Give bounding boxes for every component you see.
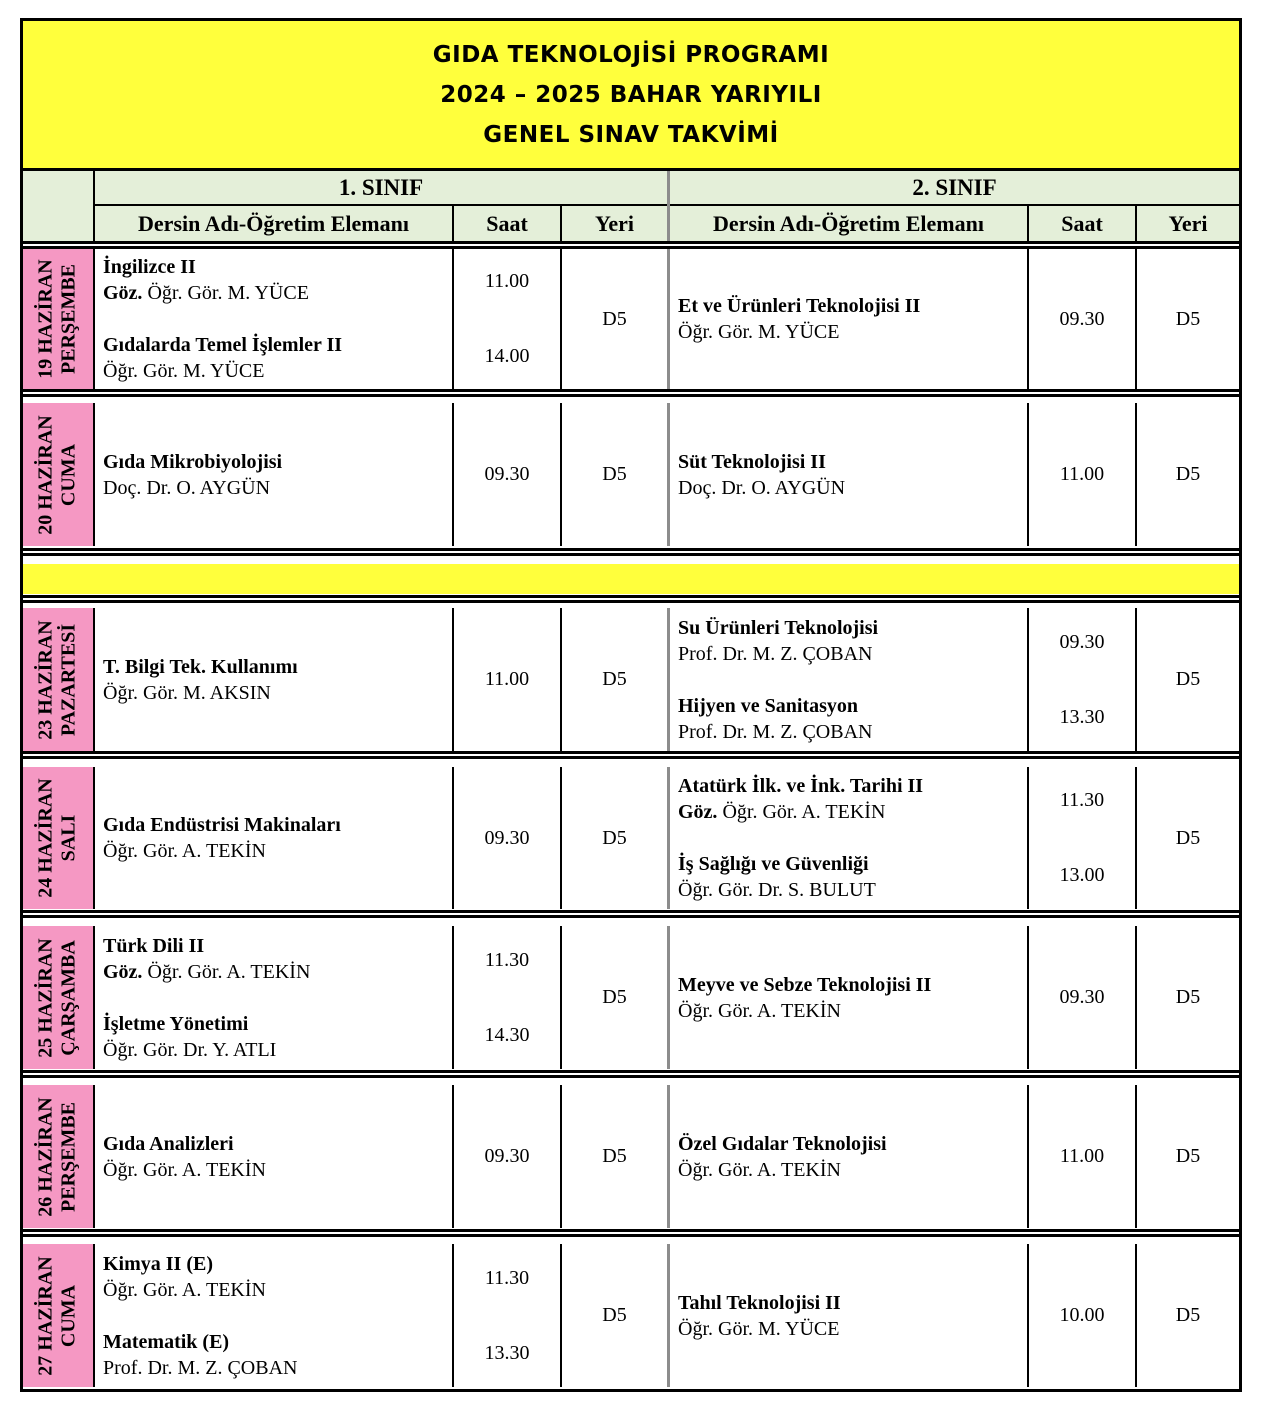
exam-time: 11.30 — [1059, 789, 1105, 811]
course-name: Hijyen ve Sanitasyon — [678, 694, 859, 717]
class2-courses — [670, 1244, 1027, 1387]
course-instructor: Öğr. Gör. A. TEKİN — [722, 801, 886, 823]
day-date: 25 HAZİRAN — [35, 937, 58, 1058]
course-instructor: Öğr. Gör. A. TEKİN — [103, 840, 266, 862]
class1-courses — [95, 767, 452, 909]
class2-room: D5 — [1175, 307, 1201, 330]
class2-room: D5 — [1175, 463, 1201, 485]
course-name: Süt Teknolojisi II — [678, 450, 826, 473]
class2-courses — [670, 926, 1027, 1069]
header-class-1: 1. SINIF — [95, 171, 667, 204]
course-name: Gıda Analizleri — [103, 1132, 234, 1155]
exam-time: 11.30 — [484, 1266, 530, 1289]
course-name: Tahıl Teknolojisi II — [678, 1291, 841, 1314]
course-instructor: Öğr. Gör. A. TEKİN — [678, 1158, 841, 1181]
day-weekday: ÇARŞAMBA — [58, 939, 81, 1056]
course-instructor: Öğr. Gör. M. YÜCE — [103, 360, 265, 382]
exam-time: 09.30 — [1059, 630, 1105, 653]
class1-time: 09.30 — [484, 826, 530, 849]
course-instructor: Prof. Dr. M. Z. ÇOBAN — [103, 1356, 298, 1379]
class1-time: 09.30 — [484, 463, 530, 485]
day-weekday: CUMA — [58, 1284, 81, 1347]
class1-room: D5 — [602, 986, 627, 1008]
exam-time: 11.00 — [484, 270, 530, 292]
class2-courses — [670, 608, 1027, 751]
course-instructor: Doç. Dr. O. AYGÜN — [103, 476, 271, 499]
course-instructor: Öğr. Gör. A. TEKİN — [103, 1278, 266, 1301]
class1-time: 11.00 — [484, 668, 530, 690]
week-separator — [23, 564, 1239, 594]
day-date: 19 HAZİRAN — [35, 259, 58, 379]
class1-courses — [95, 1244, 452, 1387]
class2-courses — [670, 767, 1027, 909]
course-instructor: Öğr. Gör. M. AKSIN — [103, 681, 271, 704]
course-instructor: Öğr. Gör. A. TEKİN — [678, 999, 841, 1022]
class1-courses — [95, 608, 452, 751]
class2-room: D5 — [1175, 986, 1201, 1008]
course-name: T. Bilgi Tek. Kullanımı — [103, 655, 298, 678]
day-weekday: SALI — [58, 814, 81, 862]
class1-room: D5 — [602, 463, 627, 485]
header-room-2: Yeri — [1137, 206, 1239, 241]
day-date: 23 HAZİRAN — [35, 619, 58, 740]
day-weekday: PERŞEMBE — [58, 1101, 81, 1212]
class1-room: D5 — [602, 668, 627, 690]
day-date: 27 HAZİRAN — [35, 1255, 58, 1376]
day-label — [23, 1085, 93, 1228]
course-instructor: Prof. Dr. M. Z. ÇOBAN — [678, 642, 873, 665]
course-instructor: Öğr. Gör. Dr. S. BULUT — [678, 879, 876, 901]
exam-time: 13.30 — [484, 1341, 530, 1364]
supervisor-label: Göz. — [103, 282, 143, 304]
supervisor-label: Göz. — [678, 801, 718, 823]
exam-time: 13.30 — [1059, 705, 1105, 728]
course-name: Et ve Ürünleri Teknolojisi II — [678, 295, 921, 317]
class2-courses — [670, 249, 1027, 389]
class2-time: 09.30 — [1059, 986, 1105, 1008]
day-label — [23, 767, 93, 909]
course-name: İşletme Yönetimi — [103, 1012, 249, 1035]
header-class-2: 2. SINIF — [670, 171, 1239, 204]
day-label — [23, 926, 93, 1069]
course-name: Türk Dili II — [103, 934, 205, 957]
class2-room: D5 — [1175, 668, 1201, 690]
course-name: Özel Gıdalar Teknolojisi — [678, 1132, 887, 1155]
class1-times — [454, 249, 560, 389]
course-name: Atatürk İlk. ve İnk. Tarihi II — [678, 775, 924, 797]
day-weekday: PERŞEMBE — [58, 263, 81, 375]
title-line-3: GENEL SINAV TAKVİMİ — [483, 121, 779, 148]
class2-room: D5 — [1175, 1145, 1201, 1167]
course-name: Gıdalarda Temel İşlemler II — [103, 334, 343, 356]
class1-courses — [95, 926, 452, 1069]
day-label — [23, 249, 93, 389]
class2-courses — [670, 403, 1027, 546]
title-line-2: 2024 – 2025 BAHAR YARIYILI — [440, 81, 822, 108]
class1-courses — [95, 403, 452, 546]
day-label — [23, 403, 93, 546]
header-course-1: Dersin Adı-Öğretim Elemanı — [95, 206, 452, 241]
title-line-1: GIDA TEKNOLOJİSİ PROGRAMI — [432, 41, 830, 68]
course-name: Meyve ve Sebze Teknolojisi II — [678, 973, 932, 996]
class2-courses — [670, 1085, 1027, 1228]
course-instructor: Öğr. Gör. A. TEKİN — [103, 1158, 266, 1181]
class1-room: D5 — [602, 307, 627, 330]
class1-courses — [95, 249, 452, 389]
class2-times — [1029, 608, 1135, 751]
course-name: Kimya II (E) — [103, 1252, 213, 1275]
exam-time: 14.30 — [484, 1023, 530, 1046]
day-weekday: CUMA — [58, 443, 81, 506]
course-name: Gıda Endüstrisi Makinaları — [103, 814, 341, 836]
exam-schedule-table — [20, 18, 1242, 1392]
day-date: 24 HAZİRAN — [35, 778, 58, 898]
course-instructor: Öğr. Gör. A. TEKİN — [147, 960, 311, 983]
course-instructor: Öğr. Gör. M. YÜCE — [147, 282, 309, 304]
exam-time: 11.30 — [484, 948, 530, 971]
course-instructor: Öğr. Gör. M. YÜCE — [678, 1317, 840, 1340]
class2-times — [1029, 767, 1135, 909]
course-instructor: Öğr. Gör. Dr. Y. ATLI — [103, 1038, 277, 1061]
course-instructor: Prof. Dr. M. Z. ÇOBAN — [678, 720, 873, 743]
class1-room: D5 — [602, 1304, 627, 1326]
header-corner — [23, 171, 93, 241]
course-name: Matematik (E) — [103, 1330, 230, 1353]
day-date: 26 HAZİRAN — [35, 1096, 58, 1217]
supervisor-label: Göz. — [103, 960, 143, 983]
course-instructor: Öğr. Gör. M. YÜCE — [678, 321, 840, 343]
day-weekday: PAZARTESİ — [58, 623, 81, 736]
class2-time: 11.00 — [1059, 463, 1105, 485]
header-room-1: Yeri — [562, 206, 667, 241]
class2-time: 10.00 — [1059, 1304, 1105, 1326]
class2-room: D5 — [1175, 826, 1201, 849]
exam-time: 13.00 — [1059, 864, 1105, 886]
class2-time: 11.00 — [1059, 1145, 1105, 1167]
class1-time: 09.30 — [484, 1145, 530, 1167]
header-time-2: Saat — [1029, 206, 1135, 241]
class2-time: 09.30 — [1059, 307, 1105, 330]
course-name: İş Sağlığı ve Güvenliği — [678, 853, 869, 875]
course-name: Su Ürünleri Teknolojisi — [678, 616, 879, 639]
header-course-2: Dersin Adı-Öğretim Elemanı — [670, 206, 1027, 241]
title-band — [23, 21, 1239, 171]
course-name: Gıda Mikrobiyolojisi — [103, 450, 283, 473]
day-date: 20 HAZİRAN — [35, 414, 58, 535]
exam-time: 14.00 — [484, 345, 530, 367]
header-time-1: Saat — [454, 206, 560, 241]
day-label — [23, 1244, 93, 1387]
class1-room: D5 — [602, 826, 627, 849]
course-name: İngilizce II — [103, 256, 196, 278]
class2-room: D5 — [1175, 1304, 1201, 1326]
day-label — [23, 608, 93, 751]
course-instructor: Doç. Dr. O. AYGÜN — [678, 476, 846, 499]
class1-times — [454, 926, 560, 1069]
class1-courses — [95, 1085, 452, 1228]
class1-times — [454, 1244, 560, 1387]
class1-room: D5 — [602, 1145, 627, 1167]
